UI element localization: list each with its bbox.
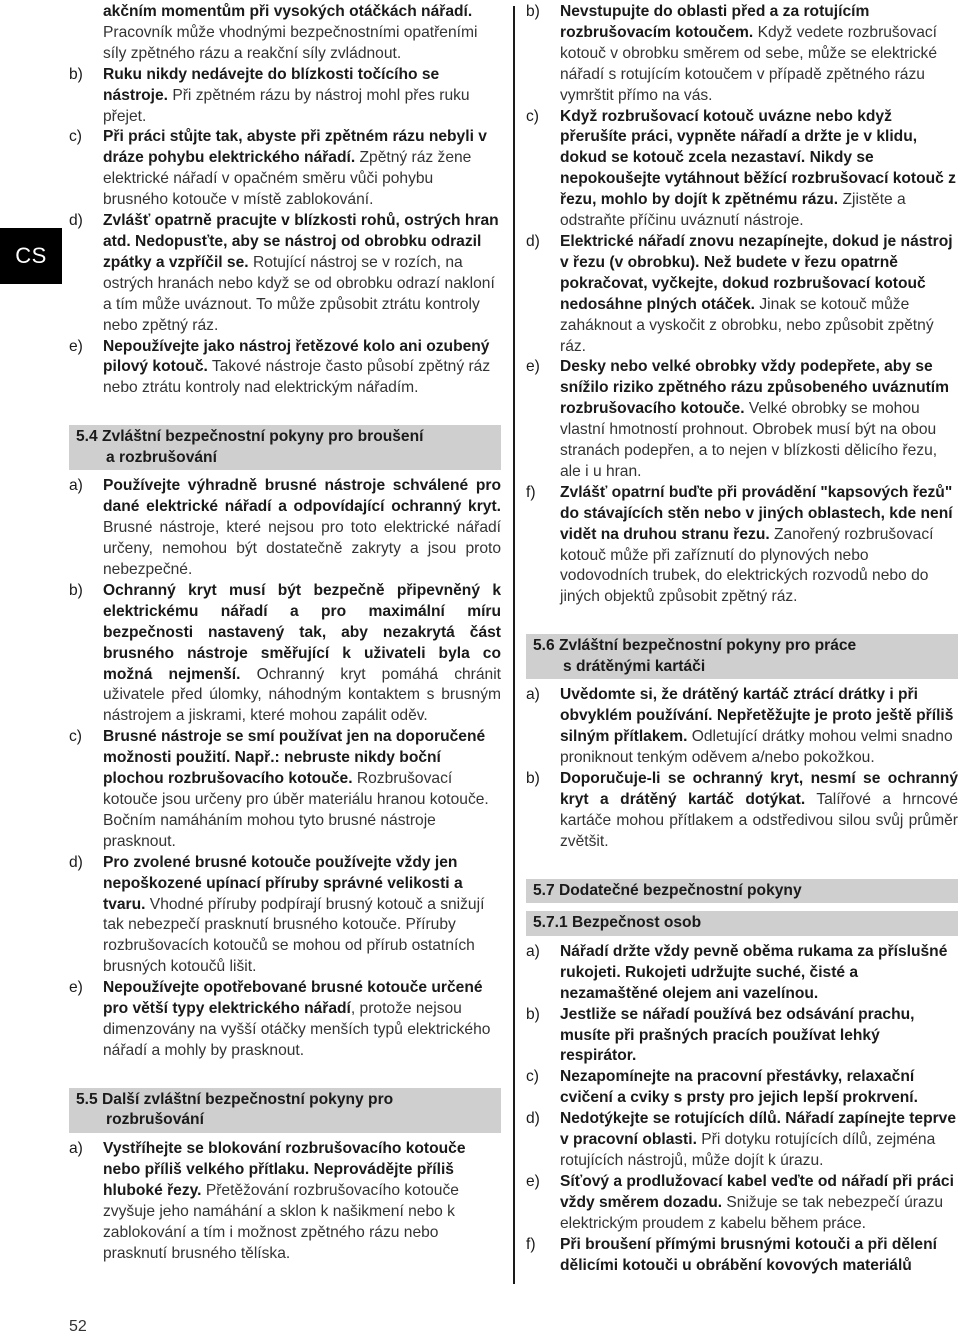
item-text: Odletující drátky mohou velmi snadno proniknout tenkým oděvem a/nebo pokožkou. [560, 728, 953, 767]
item-bold: Když rozbrušovací kotouč uvázne nebo když přerušíte práci, vypněte nářadí a držte je v klidu, dokud se kotouč zcela nezastaví. Nikdy se nepokoušejte vytáhnout běžící rozbrušovací kotouč z řezu, mohlo by dojít k zpětnému rázu. [560, 107, 956, 209]
item-text: Když vedete rozbrušovací kotouč v obrobku směrem od sebe, může se elektrické nářadí s rotujícím kotoučem v případě zpětného rázu vymrštit přímo na vás. [560, 23, 938, 104]
list-marker: d) [526, 232, 540, 250]
list-marker: e) [69, 979, 83, 997]
list-item-c [526, 107, 958, 232]
item-text: Velké obrobky se mohou vlastní hmotností prohnout. Obrobek musí být na obou stranách podepřen, a to nejen v blízkosti dělicího řezu, ale i u hran. [560, 400, 938, 480]
item-bold: Při práci stůjte tak, abyste při zpětném rázu nebyli v dráze pohybu elektrického nářadí. [103, 128, 487, 167]
list-marker: c) [526, 1068, 539, 1086]
item-text: Ochranný kryt pomáhá chránit uživatele před úlomky, náhodným kontaktem s brusným nástrojem a jiskrami, které mohou zapálit oděv. [103, 665, 501, 725]
list-marker: d) [526, 1110, 540, 1128]
item-text: Talířové a hrncové kartáče mohou přítlakem a odstředivou silou svůj průměr zvětšit. [560, 791, 958, 850]
list-marker: b) [69, 65, 83, 83]
list-item-b [69, 65, 501, 128]
item-text: Rotující nástroj se v rozích, na ostrých hranách nebo když se od obrobku odrazí nakloní a tím může uváznout. To může způsobit ztrátu kontroly nebo zpětný ráz. [103, 253, 495, 334]
item-bold: Pro zvolené brusné kotouče používejte vždy jen nepoškozené upínací příruby správné velikosti a tvaru. [103, 853, 463, 913]
item-bold: Vystříhejte se blokování rozbrušovacího kotouče nebo příliš velkého přítlaku. Neprovádějte příliš hluboké řezy. [103, 1139, 466, 1199]
item-bold: Uvědomte si, že drátěný kartáč ztrácí drátky i při obvyklém používání. Nepřetěžujte je proto ještě příliš silným přítlakem. [560, 686, 954, 746]
item-bold: Brusné nástroje se smí používat jen na doporučené možnosti použití. Např.: nebruste nikdy boční plochou rozbrušovacího kotouče. [103, 728, 486, 788]
continued-normal: Pracovník může vhodnými bezpečnostními opatřeními síly zpětného rázu a reakční síly zvládnout. [103, 23, 478, 62]
item-bold: Při broušení přímými brusnými kotouči a při dělení dělicími kotouči u obrábění kovových materiálů [560, 1235, 937, 1274]
list-marker: b) [526, 1005, 540, 1023]
list-item-d [526, 232, 958, 357]
language-tab [0, 228, 62, 284]
item-bold: Nevstupujte do oblasti před a za rotujícím rozbrušovacím kotoučem. [560, 3, 870, 41]
list-marker: a) [526, 942, 540, 960]
heading-line: 5.4 Zvláštní bezpečnostní pokyny pro broušení [76, 428, 424, 446]
list-item-e [69, 337, 501, 400]
language-code: CS [15, 243, 47, 268]
list-marker: e) [69, 337, 83, 355]
column-divider [513, 6, 515, 1284]
item-text: Rozbrušovací kotouče jsou určeny pro úběr materiálu hranou kotouče. Bočním namáháním mohou tyto brusné nástroje prasknout. [103, 770, 489, 850]
item-text: Při dotyku rotujících dílů, zejména rotujících nástrojů, může dojít k úrazu. [560, 1131, 936, 1169]
list-item-5-7-1-c [526, 1067, 958, 1109]
list-item-f [526, 483, 958, 608]
item-bold: Doporučuje-li se ochranný kryt, nesmí se ochranný kryt a drátěný kartáč dotýkat. [560, 770, 958, 808]
item-text: Brusné nástroje, které nejsou pro toto elektrické nářadí určeny, nemohou být dostatečně zakryty a jsou proto nebezpečné. [103, 519, 501, 579]
list-marker: a) [69, 1139, 83, 1157]
heading-line: rozbrušování [106, 1111, 204, 1129]
continued-paragraph [69, 2, 501, 65]
list-item-5-7-1-a [526, 942, 958, 1005]
list-marker: a) [69, 477, 83, 495]
list-marker: c) [69, 128, 82, 146]
item-bold: Zvlášť opatrní buďte při provádění "kapsových řezů" do stávajících stěn nebo v jiných oblastech, kde není vidět na druhou stranu řezu. [560, 483, 953, 543]
item-bold: Používejte výhradně brusné nástroje schválené pro dané elektrické nářadí a odpovídající ochranný kryt. [103, 477, 501, 516]
list-item-c [69, 127, 501, 211]
item-bold: Síťový a prodlužovací kabel veďte od nářadí při práci vždy směrem dozadu. [560, 1172, 954, 1211]
item-text: Zanořený rozbrušovací kotouč může při zaříznutí do plynových nebo vodovodních trubek, do elektrických rozvodů nebo do jiných objektů způsobit zpětný ráz. [560, 525, 934, 606]
section-heading-5-7-1 [526, 911, 958, 936]
item-text: Zjistěte a odstraňte příčinu uváznutí nástroje. [560, 191, 906, 230]
heading-line: s drátěnými kartáči [563, 657, 706, 675]
list-marker: c) [69, 728, 82, 746]
item-bold: Jestliže se nářadí používá bez odsávání prachu, musíte při prašných pracích používat lehký respirátor. [560, 1005, 915, 1065]
heading-line: 5.7 Dodatečné bezpečnostní pokyny [533, 881, 802, 899]
item-bold: Nezapomínejte na pracovní přestávky, relaxační cvičení a cviky s prsty pro jejich lepší prokrvení. [560, 1068, 918, 1107]
list-item-5-7-1-d [526, 1109, 958, 1172]
item-bold: Ruku nikdy nedávejte do blízkosti točícího se nástroje. [103, 65, 440, 104]
item-bold: Elektrické nářadí znovu nezapínejte, dokud je nástroj v řezu (v obrobku). Než budete v řezu opatrně pokračovat, vyčkejte, dokud rozbrušovací kotouč nedosáhne plných otáček. [560, 232, 953, 313]
item-text: Snižuje se tak nebezpečí úrazu elektrickým proudem z kabelu během práce. [560, 1193, 944, 1232]
list-marker: d) [69, 212, 83, 230]
list-item-5-5-a [69, 1139, 501, 1264]
heading-line: 5.6 Zvláštní bezpečnostní pokyny pro práce [533, 637, 857, 655]
left-column [69, 0, 501, 1264]
list-item-5-7-1-f [526, 1235, 958, 1277]
item-text: Jinak se kotouč může zaháknout a vyskočit z obrobku, nebo způsobit zpětný ráz. [560, 295, 934, 355]
item-bold: Nepoužívejte jako nástroj řetězové kolo ani ozubený pilový kotouč. [103, 337, 490, 376]
list-marker: a) [526, 686, 540, 704]
heading-line: 5.5 Další zvláštní bezpečnostní pokyny pro [76, 1090, 394, 1108]
page-number: 52 [69, 1318, 87, 1335]
list-marker: e) [526, 358, 540, 376]
item-bold: Nedotýkejte se rotujících dílů. Nářadí zapínejte teprve v pracovní oblasti. [560, 1110, 957, 1149]
list-item-5-6-b [526, 769, 958, 853]
item-text: Zpětný ráz žene elektrické nářadí v opačném směru vůči pohybu brusného kotouče v místě zablokování. [103, 149, 472, 209]
list-marker: e) [526, 1172, 540, 1190]
list-marker: c) [526, 107, 539, 125]
section-heading-5-6 [526, 634, 958, 679]
list-item-5-4-b [69, 581, 501, 727]
item-text: Při zpětném rázu by nástroj mohl přes ruku přejet. [103, 86, 470, 125]
list-item-5-4-a [69, 476, 501, 581]
item-bold: Nepoužívejte opotřebované brusné kotouče určené pro větší typy elektrického nářadí [103, 979, 483, 1018]
list-item-5-4-d [69, 853, 501, 978]
item-bold: Desky nebo velké obrobky vždy podepřete, aby se snížilo riziko zpětného rázu způsobeného uváznutím rozbrušovacího kotouče. [560, 358, 950, 418]
list-item-5-4-c [69, 727, 501, 852]
list-marker: d) [69, 853, 83, 871]
list-marker: f) [526, 1235, 536, 1253]
list-item-5-7-1-b [526, 1005, 958, 1068]
list-item-d [69, 211, 501, 336]
list-item-5-4-e [69, 978, 501, 1062]
item-text: Takové nástroje často působí zpětný ráz nebo ztrátu kontroly nad elektrickým nářadím. [103, 358, 491, 397]
list-item-5-6-a [526, 685, 958, 769]
item-text: Přetěžování rozbrušovacího kotouče zvyšuje jeho namáhání a sklon k našikmení nebo k zablokování a tím i možnost zpětného rázu nebo prasknutí brusného tělíska. [103, 1181, 459, 1262]
item-bold: Ochranný kryt musí být bezpečně připevněný k elektrickému nářadí a pro maximální míru bezpečnosti nastavený tak, aby nezakrytá část brusného nástroje směřující k uživateli byla co možná nejmenší. [103, 581, 501, 683]
list-marker: b) [69, 581, 83, 599]
right-column [526, 0, 958, 1276]
continued-bold: akčním momentům při vysokých otáčkách nářadí. [103, 3, 473, 20]
heading-line: a rozbrušování [106, 448, 217, 466]
section-heading-5-7 [526, 879, 958, 904]
item-text: , protože nejsou dimenzovány na vyšší otáčky menších typů elektrického nářadí a mohly by prasknout. [103, 1000, 491, 1059]
section-heading-5-5 [69, 1088, 501, 1133]
section-heading-5-4 [69, 425, 501, 470]
list-item-5-7-1-e [526, 1172, 958, 1235]
list-item-b [526, 2, 958, 107]
item-text: Vhodné příruby podpírají brusný kotouč a snižují tak nebezpečí prasknutí brusného kotouče. Příruby rozbrušovacích kotoučů se mohou od přírub ostatních brusných kotoučů lišit. [103, 895, 485, 976]
item-bold: Nářadí držte vždy pevně oběma rukama za příslušné rukojeti. Rukojeti udržujte suché, čisté a nezamaštěné olejem ani vazelínou. [560, 942, 948, 1002]
list-item-e [526, 357, 958, 482]
heading-line: 5.7.1 Bezpečnost osob [533, 914, 702, 932]
list-marker: b) [526, 770, 540, 788]
item-bold: Zvlášť opatrně pracujte v blízkosti rohů, ostrých hran atd. Nedopusťte, aby se nástroj od obrobku odrazil zpátky a vzpříčil se. [103, 212, 499, 271]
list-marker: b) [526, 3, 540, 20]
list-marker: f) [526, 483, 536, 501]
